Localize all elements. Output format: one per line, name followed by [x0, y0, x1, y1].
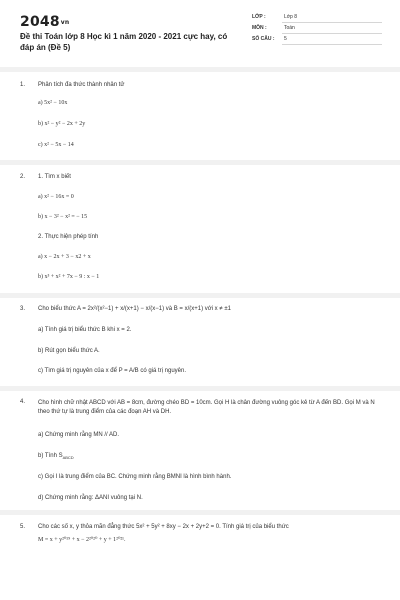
sub-question-c: c) Gọi I là trung điểm của BC. Chứng minh rằng BMNI là hình bình hành. [38, 474, 232, 480]
sub-question-b: b) x² − y² − 2x + 2y [38, 121, 86, 127]
meta-key: MÔN : [252, 25, 267, 31]
exam-meta [252, 14, 382, 47]
sub-question-b: b) x − 3² − x² = − 15 [38, 214, 88, 220]
sub-question-b-subscript: ABCD [62, 455, 74, 461]
sub-question-a: a) x − 2x + 3 − x2 + x [38, 254, 91, 260]
section-divider [0, 160, 400, 165]
sub-question-c: c) Tìm giá trị nguyên của x để P = A/B có giá trị nguyên. [38, 368, 187, 374]
meta-key: SỐ CÂU : [252, 36, 275, 42]
sub-question-a: a) Chứng minh rằng MN // AD. [38, 432, 120, 438]
site-logo[interactable] [20, 14, 69, 30]
meta-row-class [252, 14, 382, 25]
sub-question-b-text: b) Tính S [38, 453, 63, 459]
question-prompt: Cho các số x, y thỏa mãn đẳng thức 5x² + 5y² + 8xy − 2x + 2y+2 = 0. Tính giá trị của biểu thức [38, 524, 289, 530]
meta-value: Toán [284, 25, 295, 31]
sub-question-b: b) x³ + x² + 7x − 9 : x − 1 [38, 274, 100, 280]
meta-row-subject [252, 25, 382, 36]
part-heading: 2. Thực hiện phép tính [38, 234, 99, 240]
sub-question-b: b) Rút gọn biểu thức A. [38, 348, 100, 354]
sub-question-c: c) x² − 5x − 14 [38, 142, 74, 148]
sub-question-b [38, 453, 74, 460]
meta-underline [282, 44, 382, 45]
question-prompt: Cho hình chữ nhật ABCD với AB = 8cm, đường chéo BD = 10cm. Gọi H là chân đường vuông góc kẻ từ A đến BD. Gọi M và N theo thứ tự là trung điểm của các đoạn AH và DH. [38, 400, 375, 415]
question-number: 2. [20, 174, 26, 180]
meta-underline [282, 22, 382, 23]
section-divider [0, 510, 400, 515]
section-divider [0, 293, 400, 298]
question-expression: M = x + y²⁰¹⁹ + x − 2²⁰²⁰ + y + 1²⁰²¹. [38, 537, 126, 543]
question-number: 4. [20, 399, 26, 405]
meta-value: Lớp 8 [284, 14, 298, 20]
exam-title: Đề thi Toán lớp 8 Học kì 1 năm 2020 - 2021 cực hay, có đáp án (Đề 5) [20, 32, 228, 52]
question-number: 1. [20, 82, 26, 88]
logo-sub: vn [60, 19, 70, 26]
page-header [0, 0, 400, 70]
question-number: 3. [20, 306, 26, 312]
meta-value: 5 [284, 36, 287, 42]
sub-question-a: a) 5x² − 10x [38, 100, 68, 106]
sub-question-a: a) Tính giá trị biểu thức B khi x = 2. [38, 327, 132, 333]
section-divider [0, 386, 400, 391]
meta-underline [282, 33, 382, 34]
logo-main: 2048 [20, 14, 60, 30]
question-prompt: Cho biểu thức A = 2x²/(x²−1) + x/(x+1) − x/(x−1) và B = x/(x+1) với x ≠ ±1 [38, 306, 231, 312]
meta-row-count [252, 36, 382, 47]
part-heading: 1. Tìm x biết [38, 174, 71, 180]
meta-key: LỚP : [252, 14, 266, 20]
question-prompt: Phân tích đa thức thành nhân tử [38, 82, 125, 88]
section-divider [0, 67, 400, 72]
sub-question-a: a) x² − 16x = 0 [38, 194, 74, 200]
question-number: 5. [20, 524, 26, 530]
sub-question-d: d) Chứng minh rằng: ΔANI vuông tại N. [38, 495, 143, 501]
